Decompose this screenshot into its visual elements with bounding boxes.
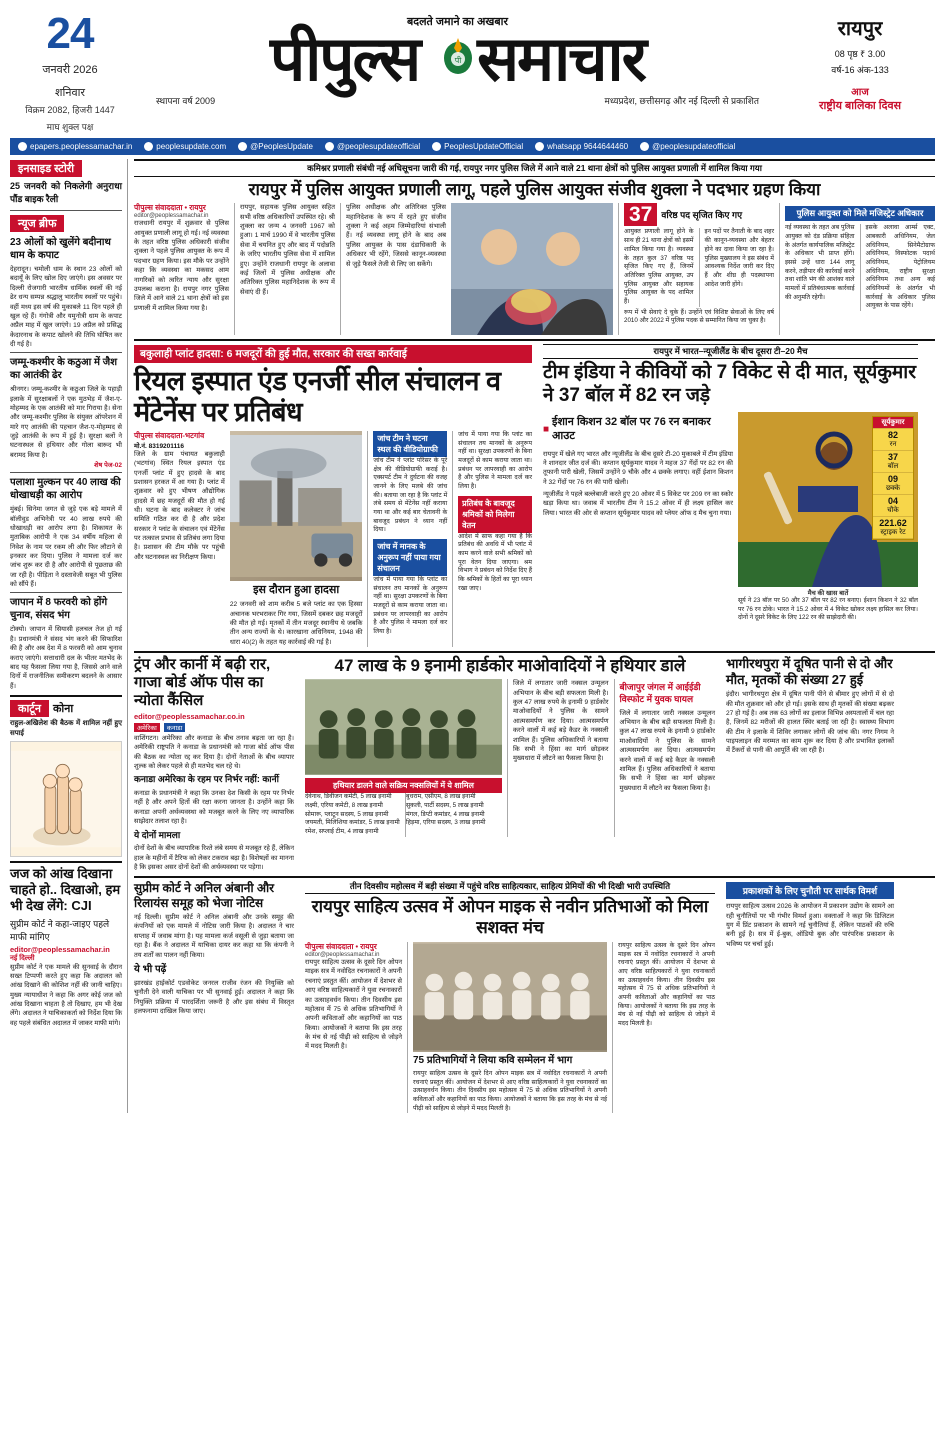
bullet-icon: ■ xyxy=(543,423,550,435)
social-item-instagram[interactable] xyxy=(325,142,420,151)
brief-item xyxy=(10,356,122,469)
litfest-email: editor@peoplessamachar.in xyxy=(305,952,380,959)
social-item-facebook[interactable] xyxy=(144,142,226,151)
table-row: जयमती, मिलिशिया कमांडर, 5 लाख इनामी xyxy=(305,819,400,827)
table-row: बुधराम, एसीएम, 8 लाख इनामी xyxy=(406,793,476,801)
trump-byline: editor@peoplessamachar.co.in xyxy=(134,711,245,721)
cricket-photo-caption: मैच की खास बातें xyxy=(807,589,849,597)
date-month-year: जनवरी 2026 xyxy=(42,64,98,76)
plant-side1-header: जांच टीम ने घटना स्थल की वीडियोग्राफी xyxy=(373,431,447,457)
paper-title-right: समाचार xyxy=(477,25,645,94)
cartoon-caption: राहुल-अखिलेश की बैठक में शामिल नहीं हुए सपाई xyxy=(10,719,122,737)
badge37-col2: इन पदों पर तैनाती के बाद शहर की कानून-व्यवस्था और बेहतर होने का दावा किया जा रहा है। पुलिस मुख्यालय ने इस संबंध में आवश्यक निर्देश जारी कर दिए हैं और शीघ्र ही पदस्थापना आदेश जारी होंगे। xyxy=(704,228,774,288)
social-label: PeoplesUpdateOfficial xyxy=(444,142,524,151)
brief-body: टोक्यो। जापान में सियासी हलचल तेज हो गई है। प्रधानमंत्री ने संसद भंग करने की सिफारिश की है और अब देश में 8 फरवरी को आम चुनाव कराए जाएंगे। सत्ताधारी दल के भीतर मतभेद के बाद यह फैसला लिया गया है, जिससे आने वाले दिनों में राजनीतिक समीकरण बदलने के आसार हैं। xyxy=(10,626,122,690)
masthead-date-block xyxy=(10,8,130,134)
trump-body: वाशिंगटन। अमेरिका और कनाडा के बीच तनाव बढ़ता जा रहा है। अमेरिकी राष्ट्रपति ने कनाडा के प्रधानमंत्री को गाजा बोर्ड ऑफ पीस की बैठक का न्योता रद्द कर दिया है। दोनों नेताओं के बीच व्यापार शुल्क को लेकर पहले से ही मतभेद चल रहे थे। xyxy=(134,734,294,771)
judge-byline: editor@peoplessamachar.in xyxy=(10,944,110,954)
maoist-body-2: जिले में लगातार जारी नक्सल उन्मूलन अभियान के बीच बड़ी सफलता मिली है। कुल 47 लाख रुपये के इनामी 9 हार्डकोर माओवादियों ने पुलिस के सामने आत्मसमर्पण कर दिया। आत्मसमर्पण करने वालों में कई बड़े कैडर के नक्सली शामिल हैं। पुलिस अधिकारियों ने बताया कि सभी ने हिंसा का मार्ग छोड़कर मुख्यधारा में लौटने का फैसला किया है। xyxy=(619,709,715,792)
commissioner-headline: रायपुर में पुलिस आयुक्त प्रणाली लागू, पहले पुलिस आयुक्त संजीव शुक्ला ने पदभार ग्रहण किया xyxy=(248,180,821,199)
commissioner-photo xyxy=(451,203,613,335)
main-content xyxy=(134,159,935,1113)
plant-mobile: मो.नं. 8319201116 xyxy=(134,442,185,450)
plant-under-photo: 22 जनवरी को शाम करीब 5 बजे प्लांट का एक हिस्सा अचानक भरभराकर गिर गया, जिसमें दबकर छह मजदूरों की मौत हो गई। मृतकों में तीन मजदूर स्थानीय थे जबकि तीन अन्य राज्यों के थे। कारखाना अधिनियम, 1948 की धारा 40(2) के तहत यह कार्रवाई की गई है। xyxy=(229,601,363,646)
trump-sub-body: कनाडा के प्रधानमंत्री ने कहा कि उनका देश किसी के रहम पर निर्भर नहीं है और अपने हितों की रक्षा करना जानता है। उन्होंने कहा कि कनाडा अपनी अर्थव्यवस्था को मजबूत करने के लिए नए व्यापारिक साझेदार तलाश रहा है। xyxy=(134,790,294,826)
brief-item xyxy=(10,476,122,589)
plant-side3-body: आदेश में साफ कहा गया है कि प्रतिबंध की अवधि में भी प्लांट में काम करने वाले सभी श्रमिकों को पूरा वेतन दिया जाएगा। श्रम विभाग ने प्रबंधन को निर्देश दिए हैं कि श्रमिकों के हितों का पूरा ध्यान रखा जाए। xyxy=(458,532,533,592)
brief-title: पलाशा मुल्कन पर 40 लाख की धोखाधड़ी का आरोप xyxy=(10,477,121,502)
panchang-line2: माघ शुक्ल पक्ष xyxy=(46,121,94,132)
water-headline: भागीरथपुरा में दूषित पानी से दो और मौत, मृतकों की संख्या 27 हुई xyxy=(726,655,893,687)
masthead-center xyxy=(130,8,785,107)
social-item-twitter[interactable] xyxy=(238,142,313,151)
litfest-headline: रायपुर साहित्य उत्सव में ओपन माइक से नवीन प्रतिभाओं को मिला सशक्त मंच xyxy=(311,897,709,937)
commissioner-byline: पीपुल्स संवाददाता • रायपुर xyxy=(134,203,206,213)
plant-headline: रियल इस्पात एंड एनर्जी सील संचालन व मेंटेनेंस पर प्रतिबंध xyxy=(134,366,501,427)
volume-issue: वर्ष-16 अंक-133 xyxy=(831,65,889,75)
stat-value: 82 xyxy=(887,429,898,440)
maoist-photo xyxy=(305,679,502,775)
table-row: मंगल, डिप्टी कमांडर, 4 लाख इनामी xyxy=(406,810,485,818)
social-item-facebook-page[interactable] xyxy=(432,142,523,151)
magistrate-col2: इसके अलावा आर्म्स एक्ट, आबकारी अधिनियम, जेल अधिनियम, सिनेमैटोग्राफ अधिनियम, विस्फोटक पदार्थ अधिनियम, पेट्रोलियम अधिनियम, राष्ट्रीय सुरक्षा अधिनियम तथा अन्य कई अधिनियमों के अंतर्गत भी कार्रवाई के अधिकार पुलिस आयुक्त के पास रहेंगे। xyxy=(865,224,935,310)
masthead-right xyxy=(785,8,935,113)
svg-text:पी: पी xyxy=(454,56,461,65)
brief-title: 23 ओलों को खुलेंगे बदीनाथ धाम के कपाट xyxy=(10,237,111,262)
maoist-body: जिले में लगातार जारी नक्सल उन्मूलन अभियान के बीच बड़ी सफलता मिली है। कुल 47 लाख रुपये के इनामी 9 हार्डकोर माओवादियों ने पुलिस के सामने आत्मसमर्पण कर दिया। आत्मसमर्पण करने वालों में कई बड़े कैडर के नक्सली शामिल हैं। पुलिस अधिकारियों ने बताया कि सभी ने हिंसा का मार्ग छोड़कर मुख्यधारा में लौटने का फैसला किया है। xyxy=(512,680,609,763)
judge-body: सुप्रीम कोर्ट ने एक मामले की सुनवाई के दौरान सख्त टिप्पणी करते हुए कहा कि अदालत को आंख दिखाने की कोशिश नहीं की जानी चाहिए। मुख्य न्यायाधीश ने कहा कि अगर कोई जज को आंख दिखाना चाहता है तो दिखाए, हम भी देख लेंगे। अदालत ने याचिकाकर्ता को निर्देश दिया कि वह पहले संबंधित अदालत में जाकर माफी मांगे। xyxy=(10,963,123,1027)
brief-title: जापान में 8 फरवरी को होंगे चुनाव, संसद भंग xyxy=(10,597,108,622)
judge-headline: जज को आंख दिखाना चाहते हो.. दिखाओ, हम भी देख लेंगे: CJI xyxy=(10,865,121,914)
water-story xyxy=(726,656,894,756)
litfest-photo-caption: 75 प्रतिभागियों ने लिया कवि सम्मेलन में भाग xyxy=(412,1055,573,1067)
cricket-story xyxy=(543,344,918,623)
whatsapp-icon xyxy=(535,142,544,151)
social-bar[interactable] xyxy=(10,138,935,155)
maoist-headline: 47 लाख के 9 इनामी हार्डकोर माओवादियों ने हथियार डाले xyxy=(334,655,686,675)
plant-story xyxy=(134,344,532,647)
stat-value: 221.62 xyxy=(879,517,907,528)
today-value: राष्ट्रीय बालिका दिवस xyxy=(818,100,902,112)
tagline: बदलते जमाने का अखबार xyxy=(406,16,509,28)
plant-side3-header: प्रतिबंध के बावजूद श्रमिकों को मिलेगा वेतन xyxy=(458,496,532,533)
paper-title-left: पीपुल्स xyxy=(270,25,420,94)
ambani-headline: सुप्रीम कोर्ट ने अनिल अंबानी और रिलायंस समूह को भेजा नोटिस xyxy=(134,881,275,910)
edition-city: रायपुर xyxy=(837,18,883,40)
globe-icon xyxy=(18,142,27,151)
litfest-body-2: रायपुर साहित्य उत्सव के दूसरे दिन ओपन माइक सत्र में नवोदित रचनाकारों ने अपनी रचनाएं प्रस्तुत कीं। आयोजन में देशभर से आए वरिष्ठ साहित्यकारों ने युवा रचनाकारों का उत्साहवर्धन किया। तीन दिवसीय इस महोत्सव में 75 से अधिक प्रतिभागियों ने अपनी कविताओं और कहानियों का पाठ किया। आयोजकों ने बताया कि इस तरह के मंच से नई पीढ़ी को साहित्य से जोड़ने में मदद मिलती है। xyxy=(412,1070,608,1112)
table-row: सुकली, पार्टी सदस्य, 5 लाख इनामी xyxy=(406,802,484,810)
social-label: @peoplesupdateofficial xyxy=(336,142,421,151)
youtube-icon xyxy=(640,142,649,151)
emblem-icon xyxy=(436,34,480,80)
date-day: 24 xyxy=(46,9,94,58)
left-sidebar xyxy=(10,159,128,1113)
cricket-subhead: ईशान किशन 32 बॉल पर 76 रन बनाकर आउट xyxy=(552,415,711,443)
trump-sub2-head: ये दोनों मामला xyxy=(134,829,181,840)
table-row: हिड़मा, एरिया सदस्य, 3 लाख इनामी xyxy=(406,819,486,827)
cricket-kicker: रायपुर में भारत–न्यूजीलैंड के बीच दूसरा टी–20 मैच xyxy=(543,344,918,359)
facebook-icon xyxy=(144,142,153,151)
trump-headline: ट्रंप और कार्नी में बढ़ी रार, गाजा बोर्ड ऑफ पीस का न्योता कैंसिल xyxy=(134,655,271,709)
commissioner-email: editor@peoplessamachar.in xyxy=(134,213,209,220)
ambani-sub-body: झारखंड हाईकोर्ट एडवोकेट जनरल राजीव रंजन की नियुक्ति को चुनौती देने वाली याचिका पर भी सुनवाई हुई। अदालत ने कहा कि नियुक्ति प्रक्रिया में पारदर्शिता जरूरी है और इस संबंध में विस्तृत हलफनामा दाखिल किया जाए। xyxy=(134,979,294,1015)
cricket-body2: न्यूजीलैंड ने पहले बल्लेबाजी करते हुए 20 ओवर में 5 विकेट पर 209 रन का स्कोर खड़ा किया था। जवाब में भारतीय टीम ने 15.2 ओवर में ही लक्ष्य हासिल कर लिया। भारत की ओर से कप्तान सूर्यकुमार यादव को प्लेयर ऑफ द मैच चुना गया। xyxy=(543,491,733,517)
brief-item xyxy=(10,596,122,691)
cricket-body1: रायपुर में खेले गए भारत और न्यूजीलैंड के बीच दूसरे टी-20 मुकाबले में टीम इंडिया ने शानदार जीत दर्ज की। कप्तान सूर्यकुमार यादव ने महज 37 गेंदों पर 82 रन की तूफानी पारी खेली, जिसमें उन्होंने 9 चौके और 4 छक्के लगाए। वहीं ईशान किशन ने 32 गेंदों पर 76 रन की पारी खेली। xyxy=(543,450,733,486)
plant-photo-caption: इस दौरान हुआ हादसा xyxy=(253,583,340,596)
panchang-line1: विक्रम 2082, हिजरी 1447 xyxy=(25,105,115,115)
plant-side1-body: जांच टीम ने प्लांट परिसर के पूरे क्षेत्र की वीडियोग्राफी कराई है। एक्सपर्ट टीम ने दुर्घटना की वजह जानने के लिए मलबे की जांच की। बताया जा रहा है कि प्लांट में लंबे समय से मेंटेनेंस नहीं कराया गया था और कई बार चेतावनी के बावजूद प्रबंधन ने ध्यान नहीं दिया। xyxy=(373,456,448,534)
stat-label: चौके xyxy=(887,506,899,514)
litfest-photo xyxy=(413,942,607,1052)
stat-label: बॉल xyxy=(887,462,899,470)
publishers-body: रायपुर साहित्य उत्सव 2026 के आयोजन में प्रकाशन उद्योग के सामने आ रही चुनौतियों पर भी गंभीर विमर्श हुआ। वक्ताओं ने कहा कि डिजिटल युग में प्रिंट प्रकाशन के सामने नई चुनौतियां हैं, लेकिन पाठकों की रुचि बनी हुई है। सत्र में ई-बुक, ऑडियो बुक और पारंपरिक प्रकाशन के भविष्य पर चर्चा हुई। xyxy=(726,903,894,948)
social-item-globe[interactable] xyxy=(18,142,132,151)
inside-story-text: 25 जनवरी को निकलेगी अनुराधा पौंड बाइक रैली xyxy=(10,181,122,205)
trump-tag-1: अमेरिका xyxy=(134,723,160,732)
pages-price: 08 पृष्ठ ₹ 3.00 xyxy=(834,49,886,59)
date-weekday: शनिवार xyxy=(55,86,85,99)
plant-banner: बकुलाही प्लांट हादसा: 6 मजदूरों की हुई मौत, सरकार की सख्त कार्रवाई xyxy=(134,345,532,363)
social-item-whatsapp[interactable] xyxy=(535,142,628,151)
brief-body: मुंबई। सिनेमा जगत से जुड़े एक बड़े मामले में बॉलीवुड अभिनेत्री पर 40 लाख रुपये की धोखाधड़ी का आरोप लगा है। शिकायत के मुताबिक आरोपी ने एक 34 वर्षीय महिला से निवेश के नाम पर रकम ली और फिर लौटाने से इनकार कर दिया। पुलिस ने मामला दर्ज कर जांच शुरू कर दी है और आरोपी से पूछताछ की जा रही है। पीड़िता ने दस्तावेजी सबूत भी पुलिस को सौंपे हैं। xyxy=(10,506,122,589)
table-row: रमेश, सप्लाई टीम, 4 लाख इनामी xyxy=(305,828,379,836)
plant-side2-header: जांच में मानक के अनुरूप नहीं पाया गया संचालन xyxy=(373,539,447,576)
table-row: देवेनाथ, डिवीजन कमेटी, 5 लाख इनामी xyxy=(305,793,392,801)
commissioner-col2: रायपुर, सहायक पुलिस आयुक्त सहित सभी वरिष्ठ अधिकारियों उपस्थित रहे। श्री शुक्ला का जन्म 4 जनवरी 1967 को हुआ। 1 मार्च 1990 में वे भारतीय पुलिस सेवा में चयनित हुए और बाद में पदोन्नति के जरिए भारतीय पुलिस सेवा में शामिल हुए। उन्होंने राजधानी रायपुर के अलावा कई जिलों में पुलिस अधीक्षक और अतिरिक्त पुलिस महानिदेशक के रूप में सेवाएं दी हैं। xyxy=(240,204,335,296)
cartoon-header2: कोना xyxy=(52,702,74,715)
stat-value: 37 xyxy=(887,451,898,462)
ambani-story xyxy=(134,881,294,1016)
today-label: आज xyxy=(851,87,869,98)
judge-tag: नई दिल्ली xyxy=(10,954,35,962)
table-row: सोमारू, प्लाटून सदस्य, 5 लाख इनामी xyxy=(305,810,389,818)
brief-body: श्रीनगर। जम्मू-कश्मीर के कठुआ जिले के पहाड़ी इलाके में सुरक्षाबलों ने एक मुठभेड़ में जैश-ए-मोहम्मद के एक आतंकी को मार गिराया है। सेना और जम्मू-कश्मीर पुलिस के संयुक्त ऑपरेशन में मारे गए आतंकी की पहचान जैश-ए-मोहम्मद से जुड़े आतंकी के रूप में हुई है। सुरक्षा बलों ने घटनास्थल से हथियार और गोला बारूद भी बरामद किया है। xyxy=(10,386,122,459)
litfest-body-3: रायपुर साहित्य उत्सव के दूसरे दिन ओपन माइक सत्र में नवोदित रचनाकारों ने अपनी रचनाएं प्रस्तुत कीं। आयोजन में देशभर से आए वरिष्ठ साहित्यकारों ने युवा रचनाकारों का उत्साहवर्धन किया। तीन दिवसीय इस महोत्सव में 75 से अधिक प्रतिभागियों ने अपनी कविताओं और कहानियों का पाठ किया। आयोजकों ने बताया कि इस तरह के मंच से नई पीढ़ी को साहित्य से जोड़ने में मदद मिलती है। xyxy=(617,942,715,1028)
plant-body: जिले के ग्राम पंचायत बकुलाही (भटगांव) स्थित रियल इस्पात एंड एनर्जी प्लांट में हुए हादसे के बाद प्रशासन हरकत में आ गया है। प्लांट में शुक्रवार को हुए भीषण औद्योगिक हादसे में छह मजदूरों की मौत हो गई थी। घटना के बाद कलेक्टर ने जांच समिति गठित कर दी है और प्रदेश सरकार ने प्लांट के संचालन एवं मेंटेनेंस पर तत्काल प्रभाव से प्रतिबंध लगा दिया है। प्रशासन की टीम मौके पर पहुंची और घटनास्थल का निरीक्षण किया। xyxy=(134,450,225,561)
stat-label: स्ट्राइक रेट xyxy=(880,528,906,536)
commissioner-story xyxy=(134,159,935,177)
brief-body: देहरादून। चमोली धाम के स्थान 23 ओलों को बदायूँ के लिए खोल दिए जाएंगे। इस अवसर पर दिल्ली रोजगारी भारतीय धार्मिक स्थलों की नई ढेर धन्य सम्पन्न श्रद्धालु भारतीय स्थलों पर पहुंचे। वहीं मध्य इस वर्ष की मुकाबले 11 दिन पहले ही खुल रहे हैं। गंगोत्री और यमुनोत्री धाम के कपाट अप्रैल माह में खुल जाएंगे। 19 अप्रैल को प्रसिद्ध केदारनाथ के कपाट खोलने की तिथि घोषित कर दी गई है। xyxy=(10,266,122,348)
social-label: epapers.peoplessamachar.in xyxy=(30,142,133,151)
social-label: @PeoplesUpdate xyxy=(250,142,313,151)
cricket-highlights: सूर्य ने 23 बॉल पर 50 और 37 बॉल पर 82 रन बनाए। ईशान किशन ने 32 बॉल पर 76 रन ठोके। भारत ने 15.2 ओवर में 4 विकेट खोकर लक्ष्य हासिल कर लिया। दोनों ने दूसरे विकेट के लिए 122 रन की साझेदारी की। xyxy=(738,596,918,622)
stat-label: छक्के xyxy=(885,484,901,492)
trump-sub2-body: दोनों देशों के बीच व्यापारिक रिश्ते लंबे समय से मजबूत रहे हैं, लेकिन हाल के महीनों में टैरिफ को लेकर टकराव बढ़ा है। विशेषज्ञों का मानना है कि इसका असर दोनों देशों की अर्थव्यवस्था पर पड़ेगा। xyxy=(134,845,294,871)
publishers-story xyxy=(726,881,894,949)
player-name: सूर्यकुमार xyxy=(873,417,913,429)
social-item-youtube[interactable] xyxy=(640,142,735,151)
commissioner-kicker: कमिश्नर प्रणाली संबंधी नई अधिसूचना जारी की गई, रायपुर नगर पुलिस जिले में आने वाले 21 थाना क्षेत्रों को पुलिस आयुक्त प्रणाली में शामिल किया गया xyxy=(307,163,762,173)
social-label: peoplesupdate.com xyxy=(156,142,227,151)
inside-story-header: इनसाइड स्टोरी xyxy=(10,160,82,177)
table-row: लक्ष्मी, एरिया कमेटी, 8 लाख इनामी xyxy=(305,802,383,810)
commissioner-col3: पुलिस अधीक्षक और अतिरिक्त पुलिस महानिदेशक के रूप में रहते हुए संजीव शुक्ला ने कई अहम जिम्मेदारियां संभाली हैं। नई व्यवस्था लागू होने के बाद अब पुलिस आयुक्त के पास दंडाधिकारी के अधिकार भी रहेंगे, जिससे कानून-व्यवस्था से जुड़े फैसले तेजी से लिए जा सकेंगे। xyxy=(346,204,446,268)
social-label: @peoplesupdateofficial xyxy=(652,142,736,151)
badge37-col1: आयुक्त प्रणाली लागू होने के साथ ही 21 थाना क्षेत्रों को इसमें शामिल किया गया है। व्यवस्था के तहत कुल 37 वरिष्ठ पद सृजित किए गए हैं, जिनमें अतिरिक्त पुलिस आयुक्त, उप पुलिस आयुक्त और सहायक पुलिस आयुक्त के पद शामिल हैं। xyxy=(624,228,694,305)
cricket-scorebox xyxy=(872,416,914,540)
cartoon-image xyxy=(10,741,122,857)
trump-sub-head: कनाडा अमेरिका के रहम पर निर्भर नहीं: कार्नी xyxy=(134,774,279,785)
instagram-icon xyxy=(325,142,334,151)
plant-byline: पीपुल्स संवाददाता-भटगांव xyxy=(134,430,205,440)
masthead xyxy=(10,8,935,136)
trump-tag-2: कनाडा xyxy=(164,723,185,732)
twitter-icon xyxy=(238,142,247,151)
litfest-kicker: तीन दिवसीय महोत्सव में बड़ी संख्या में पहुंचे वरिष्ठ साहित्यकार, साहित्य प्रेमियों की भी दिखी भारी उपस्थिति xyxy=(305,881,715,894)
published-from: मध्यप्रदेश, छत्तीसगढ़ और नई दिल्ली से प्रकाशित xyxy=(604,96,759,107)
social-label: whatsapp 9644644460 xyxy=(547,142,629,151)
ambani-sub-head: ये भी पढ़ें xyxy=(134,963,167,975)
plant-side2-body: जांच में पाया गया कि प्लांट का संचालन तय मानकों के अनुरूप नहीं था। सुरक्षा उपकरणों के बिना मजदूरों से काम कराया जाता था। प्रबंधन पर लापरवाही का आरोप है और पुलिस ने मामला दर्ज कर लिया है। xyxy=(373,575,448,635)
magistrate-box-header: पुलिस आयुक्त को मिले मजिस्ट्रेट अधिकार xyxy=(785,206,935,221)
stat-value: 09 xyxy=(887,473,898,484)
litfest-story xyxy=(305,881,715,1113)
commissioner-col1: राजधानी रायपुर में शुक्रवार से पुलिस आयुक्त प्रणाली लागू हो गई। नई व्यवस्था के तहत वरिष्ठ पुलिस अधिकारी संजीव शुक्ला ने पहले पुलिस आयुक्त के रूप में पदभार ग्रहण किया। इस मौके पर उन्होंने कहा कि व्यवस्था का मकसद आम नागरिकों को त्वरित न्याय और सुरक्षा उपलब्ध कराना है। रायपुर नगर पुलिस जिले में आने वाले 21 थाना क्षेत्रों को इस प्रणाली में शामिल किया गया है। xyxy=(134,220,229,312)
brief-title: जम्मू-कश्मीर के कठुआ में जैश का आतंकी ढेर xyxy=(10,357,118,382)
count-badge-label: वरिष्ठ पद सृजित किए गए xyxy=(661,210,743,221)
news-brief-header: न्यूज ब्रीफ xyxy=(10,215,64,232)
publishers-header: प्रकाशकों के लिए चुनौती पर सार्थक विमर्श xyxy=(726,882,894,899)
facebook-icon xyxy=(432,142,441,151)
maoist-kicker: बीजापुर जंगल में आईईडी विस्फोट में युवक घायल xyxy=(619,682,701,705)
count-badge-37: 37 xyxy=(624,203,657,226)
trump-story xyxy=(134,656,294,872)
plant-photo xyxy=(230,431,363,581)
magistrate-col1: नई व्यवस्था के तहत अब पुलिस आयुक्त को दंड प्रक्रिया संहिता के अंतर्गत कार्यपालिक मजिस्ट्रेट के अधिकार भी प्राप्त होंगे। इससे उन्हें धारा 144 लागू करने, तड़ीपार की कार्रवाई करने तथा शांति भंग की आशंका वाले मामलों में प्रतिबंधात्मक कार्रवाई की अनुमति रहेगी। xyxy=(785,224,855,301)
judge-subline: सुप्रीम कोर्ट ने कहा-जाइए पहले माफी मांगिए xyxy=(10,918,110,942)
brief-footnote: शेष पेज-02 xyxy=(94,462,122,470)
stat-value: 04 xyxy=(887,495,898,506)
cartoon-header: कार्टून xyxy=(10,700,49,717)
brief-item xyxy=(10,236,122,349)
ambani-body: नई दिल्ली। सुप्रीम कोर्ट ने अनिल अंबानी और उनके समूह की कंपनियों को एक मामले में नोटिस जारी किया है। अदालत ने चार सप्ताह में जवाब मांगा है। यह मामला कर्ज वसूली से जुड़ा बताया जा रहा है। बैंक ने अदालत में याचिका दायर कर कहा था कि कंपनी ने तय शर्तों का पालन नहीं किया। xyxy=(134,914,294,959)
cricket-headline: टीम इंडिया ने कीवियों को 7 विकेट से दी मात, सूर्यकुमार ने 37 बॉल में 82 रन जड़े xyxy=(543,362,916,407)
maoist-story xyxy=(305,656,715,837)
badge37-col3: रूप में भी सेवाएं दे चुके हैं। उन्होंने एवं विशिष्ट सेवाओं के लिए वर्ष 2010 और 2022 में पुलिस पदक से सम्मानित किया जा चुका है। xyxy=(624,308,774,325)
cricket-photo xyxy=(738,412,918,587)
water-body: इंदौर। भागीरथपुरा क्षेत्र में दूषित पानी पीने से बीमार हुए लोगों में से दो की मौत शुक्रवार को और हो गई। इसके साथ ही मृतकों की संख्या बढ़कर 27 हो गई है। अब तक 63 लोगों का इलाज विभिन्न अस्पतालों में चल रहा है, जिनमें 82 मरीजों की हालत स्थिर बताई जा रही है। स्वास्थ्य विभाग की टीम ने इलाके में शिविर लगाकर लोगों की जांच की। नगर निगम ने पाइपलाइन की मरम्मत का काम शुरू कर दिया है और प्रभावित इलाकों में टैंकरों से पानी की आपूर्ति की जा रही है। xyxy=(726,691,894,755)
maoist-table-header: हथियार डालने वाले सक्रिय नक्सलियों में ये शामिल xyxy=(305,778,502,793)
litfest-body: रायपुर साहित्य उत्सव के दूसरे दिन ओपन माइक सत्र में नवोदित रचनाकारों ने अपनी रचनाएं प्रस्तुत कीं। आयोजन में देशभर से आए वरिष्ठ साहित्यकारों ने युवा रचनाकारों का उत्साहवर्धन किया। तीन दिवसीय इस महोत्सव में 75 से अधिक प्रतिभागियों ने अपनी कविताओं और कहानियों का पाठ किया। आयोजकों ने बताया कि इस तरह के मंच से नई पीढ़ी को साहित्य से जोड़ने में मदद मिलती है। xyxy=(305,959,403,1051)
stat-label: रन xyxy=(889,440,897,448)
plant-side2-extra: जांच में पाया गया कि प्लांट का संचालन तय मानकों के अनुरूप नहीं था। सुरक्षा उपकरणों के बिना मजदूरों से काम कराया जाता था। प्रबंधन पर लापरवाही का आरोप है और पुलिस ने मामला दर्ज कर लिया है। xyxy=(458,430,533,490)
established-year: स्थापना वर्ष 2009 xyxy=(156,96,216,107)
litfest-byline: पीपुल्स संवाददाता • रायपुर xyxy=(305,942,377,952)
